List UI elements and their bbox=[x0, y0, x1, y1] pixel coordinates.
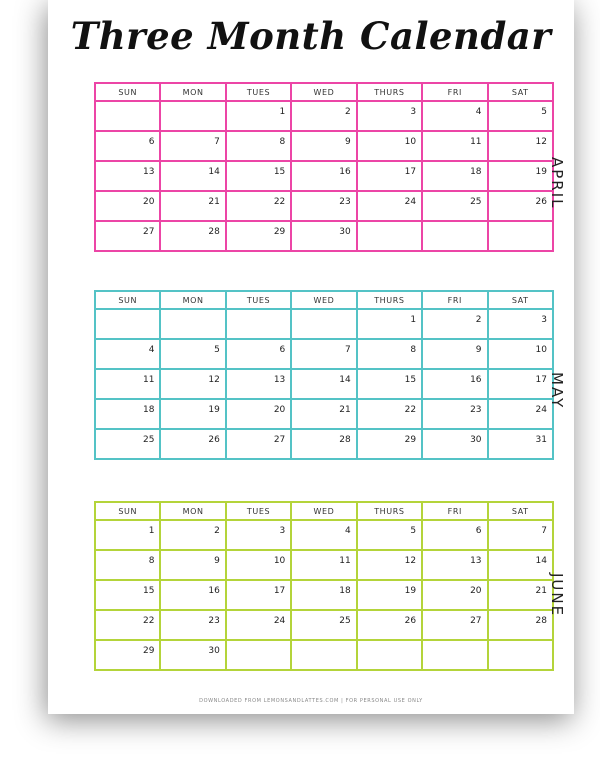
day-cell: 21 bbox=[488, 580, 553, 610]
day-cell: 23 bbox=[291, 191, 356, 221]
week-row bbox=[95, 429, 553, 459]
day-cell: 15 bbox=[95, 580, 160, 610]
weekday-header: SAT bbox=[488, 83, 553, 101]
week-row bbox=[95, 339, 553, 369]
day-cell: 13 bbox=[226, 369, 291, 399]
day-cell: 9 bbox=[422, 339, 487, 369]
day-cell: 8 bbox=[226, 131, 291, 161]
weekday-header: MON bbox=[160, 83, 225, 101]
day-cell: 3 bbox=[357, 101, 422, 131]
day-cell: 11 bbox=[95, 369, 160, 399]
weekday-header: WED bbox=[291, 83, 356, 101]
week-row bbox=[95, 161, 553, 191]
day-cell bbox=[226, 309, 291, 339]
month-label-june: JUNE bbox=[548, 573, 566, 618]
june-calendar bbox=[94, 501, 554, 671]
day-cell bbox=[226, 640, 291, 670]
day-cell: 19 bbox=[488, 161, 553, 191]
weekday-header: MON bbox=[160, 291, 225, 309]
day-cell bbox=[422, 221, 487, 251]
day-cell: 13 bbox=[422, 550, 487, 580]
day-cell bbox=[160, 101, 225, 131]
day-cell: 4 bbox=[95, 339, 160, 369]
day-cell: 5 bbox=[488, 101, 553, 131]
day-cell: 24 bbox=[226, 610, 291, 640]
day-cell: 12 bbox=[160, 369, 225, 399]
day-cell: 4 bbox=[422, 101, 487, 131]
day-cell: 5 bbox=[160, 339, 225, 369]
day-cell: 10 bbox=[488, 339, 553, 369]
day-cell: 30 bbox=[422, 429, 487, 459]
day-cell: 14 bbox=[291, 369, 356, 399]
week-row bbox=[95, 191, 553, 221]
day-cell: 27 bbox=[422, 610, 487, 640]
day-cell: 22 bbox=[226, 191, 291, 221]
weekday-header: SUN bbox=[95, 291, 160, 309]
weekday-header: FRI bbox=[422, 291, 487, 309]
day-cell: 11 bbox=[291, 550, 356, 580]
weekday-header: SAT bbox=[488, 291, 553, 309]
weekday-header: THURS bbox=[357, 83, 422, 101]
day-cell: 27 bbox=[226, 429, 291, 459]
day-cell: 27 bbox=[95, 221, 160, 251]
day-cell: 31 bbox=[488, 429, 553, 459]
day-cell: 2 bbox=[291, 101, 356, 131]
day-cell: 21 bbox=[160, 191, 225, 221]
weekday-header: TUES bbox=[226, 502, 291, 520]
day-cell: 1 bbox=[95, 520, 160, 550]
day-cell: 23 bbox=[422, 399, 487, 429]
day-cell: 16 bbox=[160, 580, 225, 610]
day-cell: 19 bbox=[160, 399, 225, 429]
week-row bbox=[95, 309, 553, 339]
day-cell: 26 bbox=[357, 610, 422, 640]
day-cell: 7 bbox=[488, 520, 553, 550]
may-calendar bbox=[94, 290, 554, 460]
day-cell: 26 bbox=[160, 429, 225, 459]
day-cell: 22 bbox=[95, 610, 160, 640]
day-cell: 8 bbox=[357, 339, 422, 369]
day-cell: 14 bbox=[160, 161, 225, 191]
day-cell: 14 bbox=[488, 550, 553, 580]
day-cell: 8 bbox=[95, 550, 160, 580]
day-cell: 28 bbox=[291, 429, 356, 459]
day-cell: 30 bbox=[160, 640, 225, 670]
day-cell: 28 bbox=[160, 221, 225, 251]
day-cell bbox=[95, 309, 160, 339]
day-cell: 6 bbox=[422, 520, 487, 550]
day-cell: 17 bbox=[226, 580, 291, 610]
day-cell: 20 bbox=[95, 191, 160, 221]
weekday-header: FRI bbox=[422, 502, 487, 520]
day-cell: 12 bbox=[488, 131, 553, 161]
day-cell: 1 bbox=[226, 101, 291, 131]
week-row bbox=[95, 399, 553, 429]
day-cell bbox=[291, 309, 356, 339]
week-row bbox=[95, 369, 553, 399]
day-cell: 16 bbox=[422, 369, 487, 399]
day-cell: 4 bbox=[291, 520, 356, 550]
day-cell: 7 bbox=[291, 339, 356, 369]
day-cell bbox=[488, 640, 553, 670]
page-title: Three Month Calendar bbox=[70, 14, 552, 58]
day-cell: 17 bbox=[488, 369, 553, 399]
day-cell: 6 bbox=[226, 339, 291, 369]
day-cell: 3 bbox=[226, 520, 291, 550]
week-row bbox=[95, 101, 553, 131]
day-cell: 25 bbox=[95, 429, 160, 459]
weekday-header: TUES bbox=[226, 83, 291, 101]
day-cell: 25 bbox=[291, 610, 356, 640]
day-cell: 10 bbox=[226, 550, 291, 580]
day-cell: 18 bbox=[291, 580, 356, 610]
day-cell: 6 bbox=[95, 131, 160, 161]
day-cell: 25 bbox=[422, 191, 487, 221]
day-cell: 22 bbox=[357, 399, 422, 429]
weekday-header: WED bbox=[291, 502, 356, 520]
weekday-header: SUN bbox=[95, 502, 160, 520]
day-cell bbox=[160, 309, 225, 339]
week-row bbox=[95, 610, 553, 640]
day-cell: 2 bbox=[160, 520, 225, 550]
day-cell: 28 bbox=[488, 610, 553, 640]
weekday-header: WED bbox=[291, 291, 356, 309]
weekday-header: FRI bbox=[422, 83, 487, 101]
weekday-header: SUN bbox=[95, 83, 160, 101]
day-cell: 20 bbox=[226, 399, 291, 429]
day-cell: 18 bbox=[95, 399, 160, 429]
day-cell: 15 bbox=[357, 369, 422, 399]
day-cell: 24 bbox=[357, 191, 422, 221]
day-cell: 16 bbox=[291, 161, 356, 191]
week-row bbox=[95, 550, 553, 580]
day-cell: 5 bbox=[357, 520, 422, 550]
day-cell: 18 bbox=[422, 161, 487, 191]
day-cell bbox=[95, 101, 160, 131]
day-cell bbox=[357, 640, 422, 670]
day-cell: 10 bbox=[357, 131, 422, 161]
day-cell bbox=[357, 221, 422, 251]
day-cell bbox=[488, 221, 553, 251]
day-cell: 29 bbox=[226, 221, 291, 251]
day-cell: 29 bbox=[95, 640, 160, 670]
day-cell: 20 bbox=[422, 580, 487, 610]
day-cell: 1 bbox=[357, 309, 422, 339]
day-cell: 29 bbox=[357, 429, 422, 459]
day-cell: 15 bbox=[226, 161, 291, 191]
weekday-header: SAT bbox=[488, 502, 553, 520]
week-row bbox=[95, 520, 553, 550]
day-cell: 30 bbox=[291, 221, 356, 251]
day-cell: 9 bbox=[291, 131, 356, 161]
week-row bbox=[95, 221, 553, 251]
day-cell: 7 bbox=[160, 131, 225, 161]
day-cell: 13 bbox=[95, 161, 160, 191]
footer-note: DOWNLOADED FROM LEMONSANDLATTES.COM | FOR PERSONAL USE ONLY bbox=[199, 698, 423, 704]
week-row bbox=[95, 131, 553, 161]
week-row bbox=[95, 640, 553, 670]
day-cell: 9 bbox=[160, 550, 225, 580]
day-cell: 19 bbox=[357, 580, 422, 610]
weekday-header: THURS bbox=[357, 291, 422, 309]
weekday-header: TUES bbox=[226, 291, 291, 309]
april-calendar bbox=[94, 82, 554, 252]
weekday-header: MON bbox=[160, 502, 225, 520]
day-cell bbox=[422, 640, 487, 670]
day-cell: 24 bbox=[488, 399, 553, 429]
week-row bbox=[95, 580, 553, 610]
day-cell: 11 bbox=[422, 131, 487, 161]
day-cell: 21 bbox=[291, 399, 356, 429]
day-cell bbox=[291, 640, 356, 670]
day-cell: 3 bbox=[488, 309, 553, 339]
month-label-may: MAY bbox=[548, 372, 566, 410]
day-cell: 2 bbox=[422, 309, 487, 339]
day-cell: 26 bbox=[488, 191, 553, 221]
month-label-april: APRIL bbox=[548, 157, 566, 210]
day-cell: 17 bbox=[357, 161, 422, 191]
weekday-header: THURS bbox=[357, 502, 422, 520]
day-cell: 12 bbox=[357, 550, 422, 580]
day-cell: 23 bbox=[160, 610, 225, 640]
